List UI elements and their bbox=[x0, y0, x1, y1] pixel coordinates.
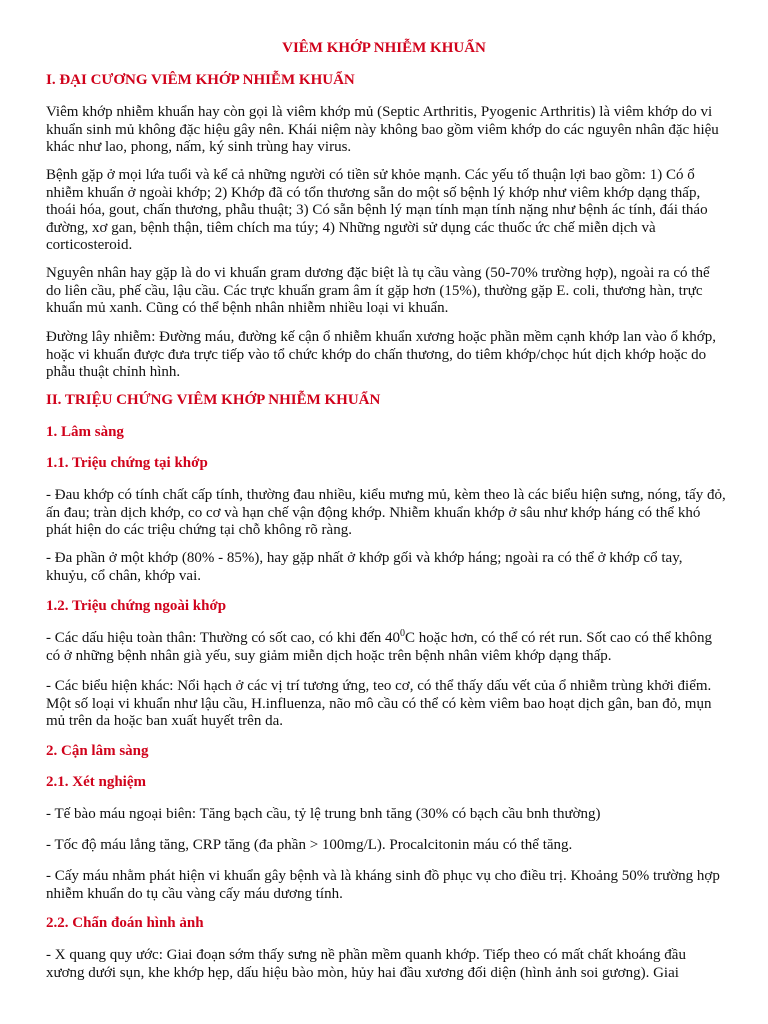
paragraph: - Cấy máu nhằm phát hiện vi khuẩn gây bệnh và là kháng sinh đồ phục vụ cho điều trị. Khoảng 50% trường hợp nhiễm khuẩn do tụ cầu vàng cấy máu dương tính. bbox=[46, 868, 720, 902]
subsection-heading: 1.2. Triệu chứng ngoài khớp bbox=[46, 598, 227, 614]
section-heading-1: I. ĐẠI CƯƠNG VIÊM KHỚP NHIỄM KHUẨN bbox=[46, 72, 355, 88]
section-heading-2: II. TRIỆU CHỨNG VIÊM KHỚP NHIỄM KHUẨN bbox=[46, 392, 381, 408]
paragraph: Nguyên nhân hay gặp là do vi khuẩn gram dương đặc biệt là tụ cầu vàng (50-70% trường hợp), ngoài ra có thể do liên cầu, phế cầu, lậu cầu. Các trực khuẩn gram âm ít gặp hơn (15%), thường gặp E. coli, thương hàn, trực khuẩn mủ xanh. Cũng có thể bệnh nhân nhiễm nhiều loại vi khuẩn. bbox=[46, 265, 710, 316]
paragraph: Đường lây nhiễm: Đường máu, đường kế cận ổ nhiễm khuẩn xương hoặc phần mềm cạnh khớp lan vào ổ khớp, hoặc vi khuẩn được đưa trực tiếp vào tổ chức khớp do chấn thương, do tiêm khớp/chọc hút dịch khớp hoặc do phẫu thuật chỉnh hình. bbox=[46, 329, 716, 380]
paragraph: - X quang quy ước: Giai đoạn sớm thấy sưng nề phần mềm quanh khớp. Tiếp theo có mất chất khoáng đầu xương dưới sụn, khe khớp hẹp, dấu hiệu bào mòn, hủy hai đầu xương đối diện (hình ảnh soi gương). Giai bbox=[46, 947, 686, 981]
document-title: VIÊM KHỚP NHIỄM KHUẨN bbox=[282, 40, 486, 56]
subsection-heading: 1.1. Triệu chứng tại khớp bbox=[46, 455, 208, 471]
paragraph: - Các biểu hiện khác: Nổi hạch ở các vị trí tương ứng, teo cơ, có thể thấy dấu vết của ổ nhiễm trùng khởi điểm. Một số loại vi khuẩn như lậu cầu, H.influenza, não mô cầu có thể có kèm viêm bao hoạt dịch gân, ban đỏ, mụn mủ trên da hoặc ban xuất huyết trên da. bbox=[46, 678, 712, 729]
text-span: C hoặc hơn, có thể có rét run. Sốt cao có thể không có ở những bệnh nhân già yếu, suy giảm miễn dịch hoặc trên bệnh nhân viêm khớp dạng thấp. bbox=[46, 630, 713, 664]
subsection-heading: 2. Cận lâm sàng bbox=[46, 743, 149, 759]
paragraph: - Tế bào máu ngoại biên: Tăng bạch cầu, tỷ lệ trung bnh tăng (30% có bạch cầu bnh thường) bbox=[46, 806, 601, 822]
paragraph: Viêm khớp nhiễm khuẩn hay còn gọi là viêm khớp mủ (Septic Arthritis, Pyogenic Arthritis) là viêm khớp do vi khuẩn sinh mủ không đặc hiệu gây nên. Khái niệm này không bao gồm viêm khớp do các nguyên nhân đặc hiệu khác như lao, phong, nấm, ký sinh trùng hay virus. bbox=[46, 104, 719, 155]
paragraph: - Đa phần ở một khớp (80% - 85%), hay gặp nhất ở khớp gối và khớp háng; ngoài ra có thể ở khớp cổ tay, khuỷu, cổ chân, khớp vai. bbox=[46, 550, 683, 584]
paragraph bbox=[46, 630, 726, 665]
superscript: 0 bbox=[400, 628, 406, 639]
paragraph: - Tốc độ máu lắng tăng, CRP tăng (đa phần > 100mg/L). Procalcitonin máu có thể tăng. bbox=[46, 837, 573, 853]
subsection-heading: 1. Lâm sàng bbox=[46, 424, 124, 440]
subsection-heading: 2.1. Xét nghiệm bbox=[46, 774, 146, 790]
text-span: - Các dấu hiệu toàn thân: Thường có sốt cao, có khi đến 40 bbox=[46, 630, 401, 646]
subsection-heading: 2.2. Chẩn đoán hình ảnh bbox=[46, 915, 204, 931]
paragraph: - Đau khớp có tính chất cấp tính, thường đau nhiều, kiểu mưng mủ, kèm theo là các biểu hiện sưng, nóng, tấy đỏ, ấn đau; tràn dịch khớp, co cơ và hạn chế vận động khớp. Nhiễm khuẩn khớp ở sâu như khớp háng có thể khó phát hiện do các triệu chứng tại chỗ không rõ ràng. bbox=[46, 487, 726, 538]
paragraph: Bệnh gặp ở mọi lứa tuổi và kể cả những người có tiền sử khỏe mạnh. Các yếu tố thuận lợi bao gồm: 1) Có ổ nhiễm khuẩn ở ngoài khớp; 2) Khớp đã có tổn thương sẵn do một số bệnh lý khớp như viêm khớp dạng thấp, thoái hóa, gout, chấn thương, phẫu thuật; 3) Có sẵn bệnh lý mạn tính mạn tính nặng như bệnh ác tính, đái tháo đường, xơ gan, bệnh thận, tiêm chích ma túy; 4) Những người sử dụng các thuốc ức chế miễn dịch và corticosteroid. bbox=[46, 167, 708, 253]
